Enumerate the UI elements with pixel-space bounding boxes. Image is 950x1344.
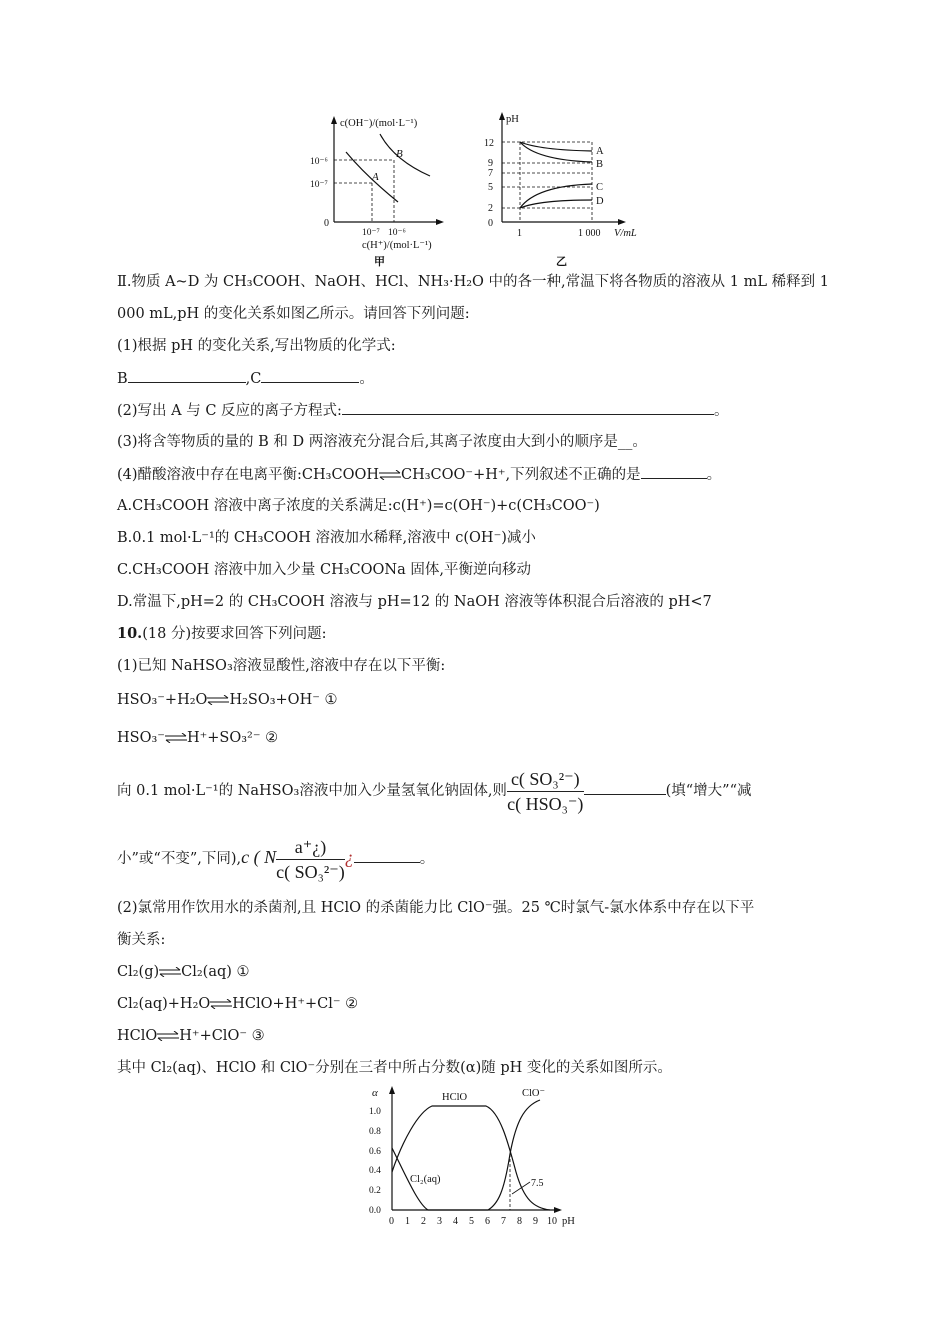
x-axis-arrow xyxy=(554,1207,562,1213)
curve-d xyxy=(520,200,592,208)
svg-text:9: 9 xyxy=(533,1216,538,1227)
equilibrium-arrow-icon xyxy=(165,733,187,743)
blank-q4[interactable] xyxy=(641,464,707,479)
option-a: A.CH₃COOH 溶液中离子浓度的关系满足:c(H⁺)=c(OH⁻)+c(CH₃COO⁻) xyxy=(117,498,600,514)
equilibrium-arrow-icon xyxy=(210,999,232,1009)
label-hclo: HClO xyxy=(442,1092,468,1103)
point-b-label: B xyxy=(396,148,403,160)
y-tick-12: 12 xyxy=(484,138,494,149)
question-2: (2)写出 A 与 C 反应的离子方程式: 。 xyxy=(117,400,728,421)
curve-d-label: D xyxy=(596,196,604,207)
y-tick-0.6: 0.6 xyxy=(369,1147,381,1157)
question-10: 10.(18 分)按要求回答下列问题: xyxy=(117,625,327,642)
question-10-1b: 向 0.1 mol·L⁻¹的 NaHSO₃溶液中加入少量氢氧化钠固体,则 $\frac{\text{c( SO₃²⁻)}}{\text{c( HSO₃⁻)}}$ (填“增大”“减 xyxy=(117,768,752,814)
option-c: C.CH₃COOH 溶液中加入少量 CH₃COONa 固体,平衡逆向移动 xyxy=(117,562,531,578)
blank-c[interactable] xyxy=(261,368,359,383)
question-10-2-line1: (2)氯常用作饮用水的杀菌剂,且 HClO 的杀菌能力比 ClO⁻强。25 ℃时氯气-氯水体系中存在以下平 xyxy=(117,900,755,916)
option-b: B.0.1 mol·L⁻¹的 CH₃COOH 溶液加水稀释,溶液中 c(OH⁻)减小 xyxy=(117,530,536,546)
x-axis-label: pH xyxy=(562,1216,575,1227)
point-a-label: A xyxy=(372,171,379,183)
y-tick-1.0: 1.0 xyxy=(369,1107,381,1117)
svg-text:4: 4 xyxy=(453,1216,458,1227)
question-3: (3)将含等物质的量的 B 和 D 两溶液充分混合后,其离子浓度由大到小的顺序是__。 xyxy=(117,434,647,450)
curve-b xyxy=(380,134,430,176)
label-b: B xyxy=(117,371,128,387)
fraction-na-so3: $\frac{a^+¿)}{\text{c( SO₃²⁻)}}$ xyxy=(276,836,345,882)
x-axis-arrow xyxy=(618,219,626,225)
y-tick-7: 7 xyxy=(488,168,493,179)
x-ticks xyxy=(389,1216,557,1227)
blank-b[interactable] xyxy=(128,368,246,383)
y-axis-label: α xyxy=(372,1087,378,1099)
blank-q10-1c[interactable] xyxy=(354,848,420,863)
equation-5: HClO H⁺+ClO⁻ ③ xyxy=(117,1028,265,1044)
curve-a-label: A xyxy=(596,146,604,157)
y-tick-0.4: 0.4 xyxy=(369,1166,381,1176)
y-tick-0: 0 xyxy=(488,218,493,229)
y-axis-arrow xyxy=(499,112,505,120)
x-axis-label: V/mL xyxy=(614,228,637,239)
svg-text:7: 7 xyxy=(501,1216,506,1227)
svg-text:6: 6 xyxy=(485,1216,490,1227)
svg-text:10: 10 xyxy=(547,1216,557,1227)
part2-intro-line1: Ⅱ.物质 A~D 为 CH₃COOH、NaOH、HCl、NH₃·H₂O 中的各一种,常温下将各物质的溶液从 1 mL 稀释到 1 xyxy=(117,274,829,290)
equation-2: HSO₃⁻ H⁺+SO₃²⁻ ② xyxy=(117,730,279,746)
equilibrium-arrow-icon xyxy=(159,967,181,977)
curve-clo xyxy=(472,1100,540,1210)
svg-text:5: 5 xyxy=(469,1216,474,1227)
part2-intro-line2: 000 mL,pH 的变化关系如图乙所示。请回答下列问题: xyxy=(117,306,470,322)
origin-label: 0 xyxy=(324,218,329,229)
label-c: ,C xyxy=(245,371,262,387)
label-cl2aq: Cl₂(aq) xyxy=(410,1174,441,1185)
x-axis-arrow xyxy=(436,219,444,225)
svg-text:8: 8 xyxy=(517,1216,522,1227)
equilibrium-arrow-icon xyxy=(207,695,229,705)
blank-q2[interactable] xyxy=(342,400,714,415)
y-axis-label: c(OH⁻)/(mol·L⁻¹) xyxy=(340,118,418,129)
y-tick-1e-7: 10⁻⁷ xyxy=(310,180,328,190)
equilibrium-arrow-icon xyxy=(157,1031,179,1041)
label-clo: ClO⁻ xyxy=(522,1088,546,1099)
figure-yi xyxy=(480,110,650,270)
x-tick-1: 1 xyxy=(517,228,522,239)
y-axis-label: pH xyxy=(506,114,519,125)
equation-1: HSO₃⁻+H₂O H₂SO₃+OH⁻ ① xyxy=(117,692,338,708)
y-tick-9: 9 xyxy=(488,158,493,169)
question-4: (4)醋酸溶液中存在电离平衡:CH₃COOH CH₃COO⁻+H⁺,下列叙述不正确的是 。 xyxy=(117,464,721,485)
fraction-so3-hso3: $\frac{\text{c( SO₃²⁻)}}{\text{c( HSO₃⁻)}}$ xyxy=(507,768,584,814)
question-10-1c: 小”或“不变”,下同),c ( N $\frac{a^+¿)}{\text{c( SO₃²⁻)}}$ ¿ 。 xyxy=(117,836,435,882)
x-axis-label: c(H⁺)/(mol·L⁻¹) xyxy=(362,240,432,251)
figure-alpha-ph xyxy=(362,1082,592,1232)
y-axis-arrow xyxy=(389,1086,395,1094)
x-tick-1e-6: 10⁻⁶ xyxy=(388,228,406,238)
svg-text:3: 3 xyxy=(437,1216,442,1227)
svg-text:2: 2 xyxy=(421,1216,426,1227)
equation-4: Cl₂(aq)+H₂O HClO+H⁺+Cl⁻ ② xyxy=(117,996,359,1012)
question-10-1: (1)已知 NaHSO₃溶液显酸性,溶液中存在以下平衡: xyxy=(117,658,446,674)
figure-caption-jia: 甲 xyxy=(374,256,385,268)
blank-q10-1b[interactable] xyxy=(584,780,666,795)
y-axis-arrow xyxy=(331,116,337,124)
curve-c-label: C xyxy=(596,182,604,193)
equilibrium-arrow-icon xyxy=(379,470,401,480)
svg-text:1: 1 xyxy=(405,1216,410,1227)
y-tick-1e-6: 10⁻⁶ xyxy=(310,157,328,167)
x-tick-1e-7: 10⁻⁷ xyxy=(362,228,380,238)
question-1: (1)根据 pH 的变化关系,写出物质的化学式: xyxy=(117,338,396,354)
y-tick-0.0: 0.0 xyxy=(369,1206,381,1216)
label-7.5: 7.5 xyxy=(531,1178,544,1189)
option-d: D.常温下,pH=2 的 CH₃COOH 溶液与 pH=12 的 NaOH 溶液等体积混合后溶液的 pH<7 xyxy=(117,594,712,610)
answer-1-row: B ,C 。 xyxy=(117,368,374,389)
x-tick-1000: 1 000 xyxy=(578,228,601,239)
figure-jia xyxy=(300,110,460,270)
pointer-7.5 xyxy=(512,1182,530,1194)
question-10-2-figure-intro: 其中 Cl₂(aq)、HClO 和 ClO⁻分别在三者中所占分数(α)随 pH 变化的关系如图所示。 xyxy=(117,1060,672,1076)
y-tick-0.2: 0.2 xyxy=(369,1186,381,1196)
y-tick-5: 5 xyxy=(488,182,493,193)
figure-caption-yi: 乙 xyxy=(556,256,567,268)
equation-3: Cl₂(g) Cl₂(aq) ① xyxy=(117,964,250,980)
y-tick-2: 2 xyxy=(488,203,493,214)
y-tick-0.8: 0.8 xyxy=(369,1127,381,1137)
curve-b-label: B xyxy=(596,159,604,170)
question-10-2-line2: 衡关系: xyxy=(117,932,166,948)
svg-text:0: 0 xyxy=(389,1216,394,1227)
